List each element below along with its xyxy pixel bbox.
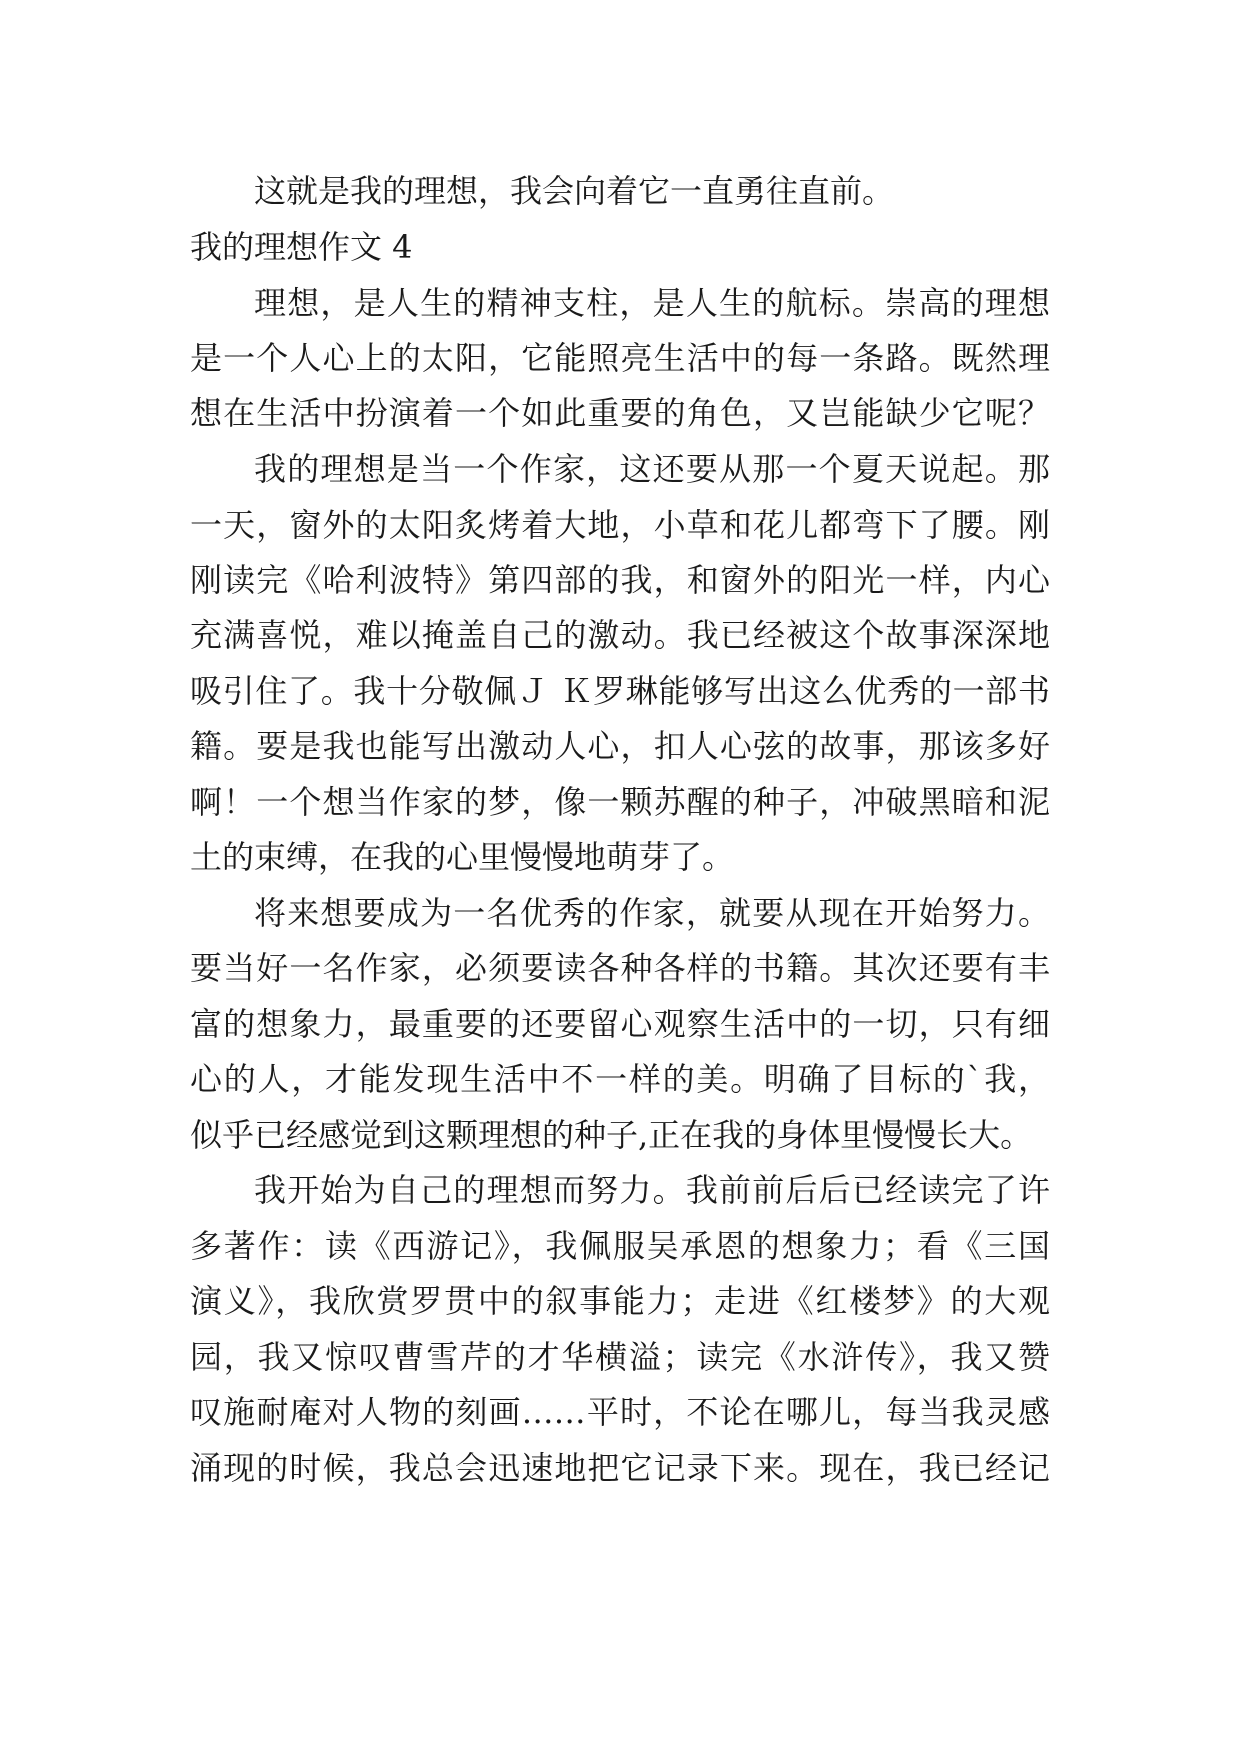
paragraph-line: 充满喜悦，难以掩盖自己的激动。我已经被这个故事深深地: [190, 616, 1050, 654]
paragraph-line: 籍。要是我也能写出激动人心，扣人心弦的故事，那该多好: [190, 727, 1050, 765]
paragraph-line: 理想，是人生的精神支柱，是人生的航标。崇高的理想: [254, 284, 1050, 322]
paragraph-line: 一天，窗外的太阳炙烤着大地，小草和花儿都弯下了腰。刚: [190, 506, 1050, 544]
paragraph-line: 要当好一名作家，必须要读各种各样的书籍。其次还要有丰: [190, 949, 1050, 987]
paragraph-line: 啊！一个想当作家的梦，像一颗苏醒的种子，冲破黑暗和泥: [190, 783, 1050, 821]
paragraph-line: 将来想要成为一名优秀的作家，就要从现在开始努力。: [254, 894, 1050, 932]
paragraph-line: 富的想象力，最重要的还要留心观察生活中的一切，只有细: [190, 1005, 1050, 1043]
paragraph-line: 是一个人心上的太阳，它能照亮生活中的每一条路。既然理: [190, 339, 1050, 377]
paragraph-line: 吸引住了。我十分敬佩Ｊ Ｋ罗琳能够写出这么优秀的一部书: [190, 672, 1050, 710]
paragraph-line: 刚读完《哈利波特》第四部的我，和窗外的阳光一样，内心: [190, 561, 1050, 599]
paragraph-line: 叹施耐庵对人物的刻画……平时，不论在哪儿，每当我灵感: [190, 1393, 1050, 1431]
section-heading: 我的理想作文 4: [190, 228, 413, 266]
paragraph-line: 园，我又惊叹曹雪芹的才华横溢；读完《水浒传》，我又赞: [190, 1338, 1050, 1376]
paragraph-line: 涌现的时候，我总会迅速地把它记录下来。现在，我已经记: [190, 1449, 1050, 1487]
paragraph-line: 我开始为自己的理想而努力。我前前后后已经读完了许: [254, 1171, 1050, 1209]
paragraph-line: 土的束缚，在我的心里慢慢地萌芽了。: [190, 838, 735, 876]
paragraph-line: 似乎已经感觉到这颗理想的种子,正在我的身体里慢慢长大。: [190, 1116, 1033, 1154]
paragraph-line: 想在生活中扮演着一个如此重要的角色，又岂能缺少它呢？: [190, 394, 1050, 432]
paragraph-line: 这就是我的理想，我会向着它一直勇往直前。: [254, 172, 895, 210]
paragraph-line: 演义》，我欣赏罗贯中的叙事能力；走进《红楼梦》的大观: [190, 1282, 1050, 1320]
paragraph-line: 多著作：读《西游记》，我佩服吴承恩的想象力；看《三国: [190, 1227, 1050, 1265]
paragraph-line: 我的理想是当一个作家，这还要从那一个夏天说起。那: [254, 450, 1050, 488]
paragraph-line: 心的人，才能发现生活中不一样的美。明确了目标的`我，: [190, 1060, 1050, 1098]
